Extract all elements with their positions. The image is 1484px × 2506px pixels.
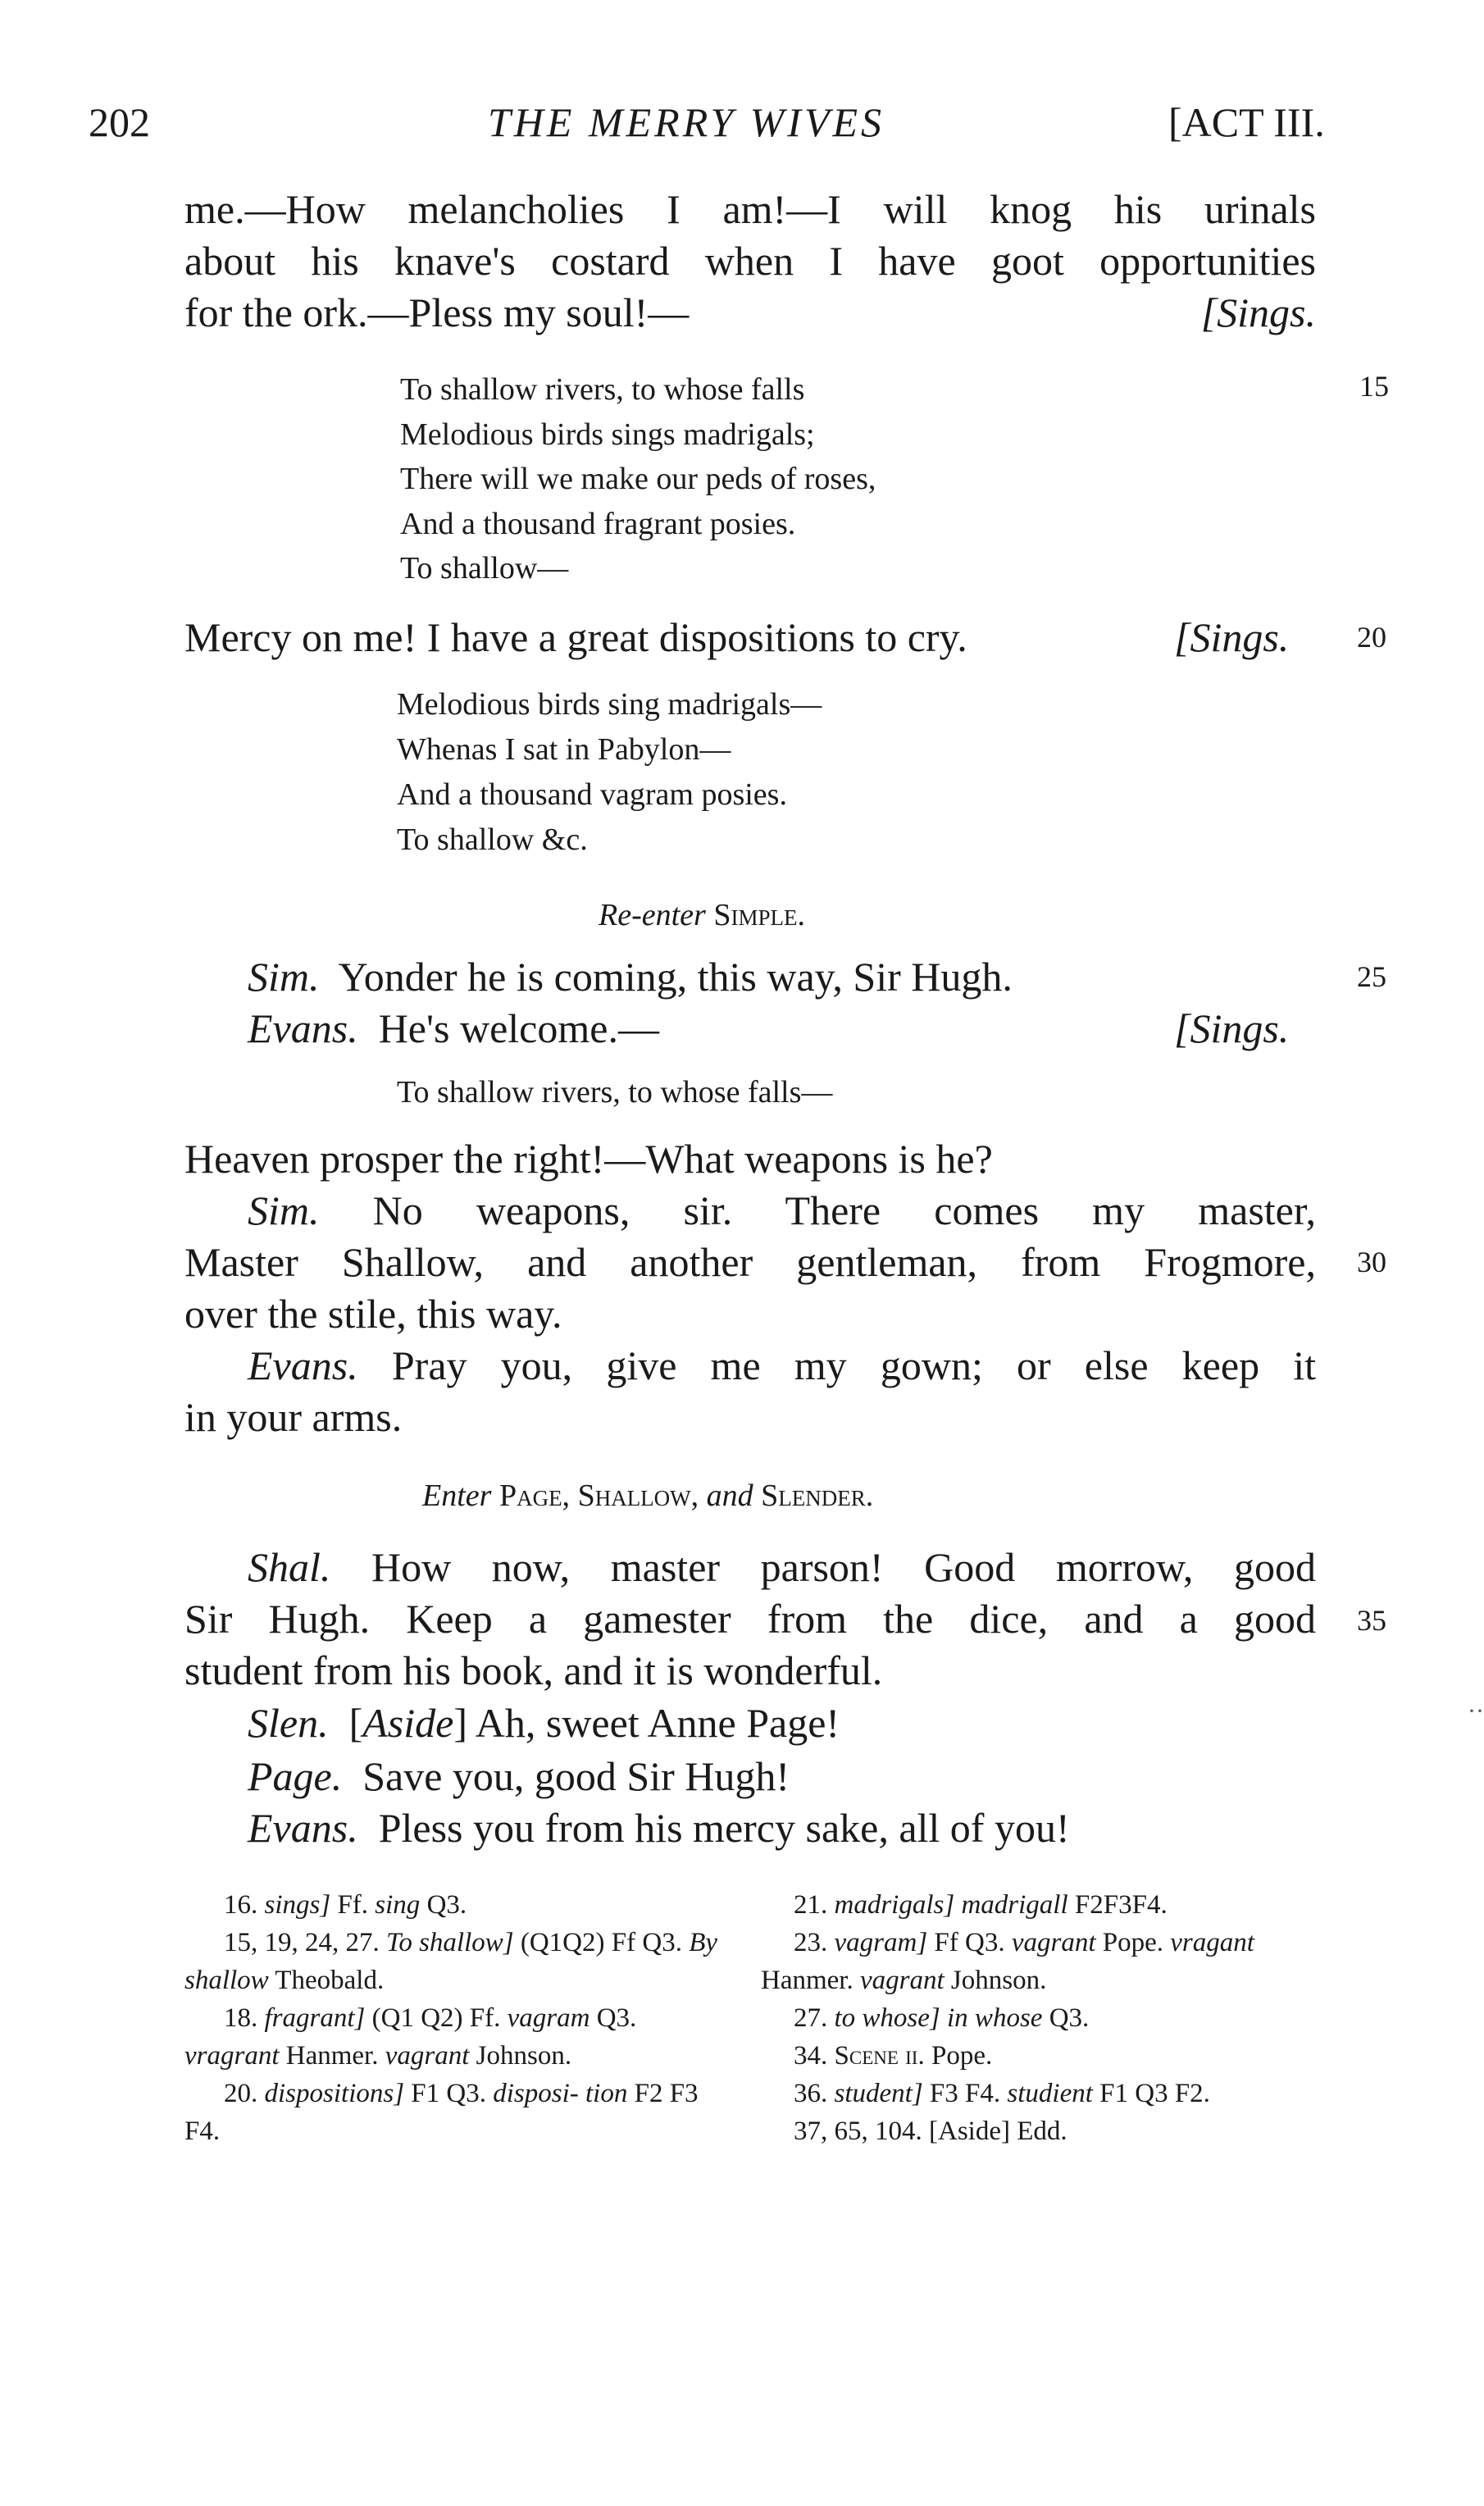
verse-line: To shallow &c.: [397, 822, 588, 857]
prose-line: Mercy on me! I have a great dispositions to cry.: [184, 614, 967, 660]
footnote-fragment: Theobald.: [275, 1966, 385, 1995]
footnote: [184, 1999, 726, 2075]
footnote-fragment: Ff.: [337, 1890, 369, 1920]
prose-line: Heaven prosper the right!—What weapons is he?: [184, 1136, 993, 1182]
footnote-fragment: vragrant: [184, 2041, 280, 2071]
footnotes-left: [184, 1886, 726, 2150]
footnote-fragment: Hanmer.: [761, 1966, 854, 1995]
speech-text: Yonder he is coming, this way, Sir Hugh.: [338, 954, 1013, 1000]
speaker-name: Evans.: [248, 1805, 358, 1851]
footnote: [761, 2075, 1318, 2112]
footnote-fragment: F3 F4.: [929, 2079, 1001, 2108]
verse-line: And a thousand vagram posies.: [397, 777, 787, 812]
footnote-fragment: vagram: [507, 2003, 590, 2033]
footnote-fragment: [Aside]: [929, 2116, 1010, 2146]
line-number: 30: [1357, 1246, 1386, 1278]
footnote-fragment: vagrant: [1011, 1928, 1096, 1957]
footnote-fragment: sing: [375, 1890, 421, 1920]
prose-line: [184, 1542, 1316, 1593]
speech-text: Ah, sweet Anne Page!: [475, 1700, 840, 1746]
footnote-fragment: Q3 F2.: [1135, 2079, 1210, 2108]
stage-direction-verb: Enter: [422, 1479, 492, 1513]
footnote-fragment: Hanmer.: [285, 2041, 379, 2071]
footnote-fragment: in whose: [947, 2003, 1043, 2033]
footnote-fragment: Edd.: [1017, 2116, 1067, 2146]
verse-line: There will we make our peds of roses,: [400, 462, 876, 496]
footnote-fragment: 20.: [224, 2079, 258, 2108]
footnote-fragment: Pope.: [1102, 1928, 1164, 1957]
verse-line: And a thousand fragrant posies.: [400, 506, 796, 541]
footnote: [761, 2112, 1318, 2150]
footnote-fragment: dispositions]: [264, 2079, 405, 2108]
speech-text: Save you, good Sir Hugh!: [362, 1753, 790, 1799]
stage-direction-conjunction: and: [706, 1479, 753, 1513]
stage-direction-enter: [422, 1478, 873, 1514]
speech-text: How now, master parson! Good morrow, good: [371, 1544, 1317, 1590]
verse-line: Whenas I sat in Pabylon—: [397, 732, 731, 767]
footnote-fragment: 21.: [794, 1890, 828, 1920]
speech-slender: [248, 1697, 840, 1749]
verse-line: Melodious birds sing madrigals—: [397, 687, 822, 722]
stage-direction-sings: [Sings.: [1174, 1005, 1290, 1051]
prose-line: [184, 1185, 1316, 1237]
prose-line: about his knave's costard when I have goot opportunities: [184, 238, 1316, 284]
footnote-fragment: 27.: [794, 2003, 828, 2033]
footnote-fragment: By shallow: [184, 1928, 718, 1995]
speaker-name: Sim.: [248, 954, 320, 1000]
speech-evans-3: [248, 1802, 1070, 1854]
speech-sim-2: [184, 1185, 1316, 1340]
line-number: 15: [1359, 370, 1389, 403]
line-number: 25: [1357, 960, 1386, 993]
act-label: [ACT III.: [1168, 99, 1325, 145]
footnote-fragment: 16.: [224, 1890, 258, 1920]
footnote-fragment: Ff Q3.: [611, 1928, 682, 1957]
footnote: [761, 1999, 1318, 2037]
prose-text: for the ork.—Pless my soul!—: [184, 289, 690, 335]
line-number: 20: [1357, 621, 1386, 654]
verse-line: To shallow rivers, to whose falls—: [397, 1075, 833, 1109]
footnote: [761, 1924, 1318, 1999]
footnote-fragment: Pope.: [931, 2041, 993, 2071]
running-title: THE MERRY WIVES: [488, 99, 885, 145]
speech-evans-1: [248, 1003, 659, 1055]
footnote-fragment: vragant: [1170, 1928, 1254, 1957]
footnote-fragment: Q3.: [426, 1890, 467, 1920]
stage-direction-reenter: [599, 897, 805, 933]
speech-text: He's welcome.—: [378, 1005, 659, 1051]
song-stanza-2: [397, 682, 822, 863]
speaker-name: Shal.: [248, 1544, 331, 1590]
footnote-fragment: Q3.: [1049, 2003, 1090, 2033]
footnote-fragment: vagrant: [385, 2041, 470, 2071]
footnote-fragment: student]: [834, 2079, 923, 2108]
prose-line: student from his book, and it is wonderful.: [184, 1647, 883, 1693]
speech-page: [248, 1751, 790, 1802]
footnote-fragment: F2 F3 F4.: [184, 2079, 699, 2146]
footnote-fragment: (Q1 Q2) Ff.: [371, 2003, 501, 2033]
footnote-fragment: 15, 19, 24, 27.: [224, 1928, 380, 1957]
character-name: Page,: [498, 1479, 571, 1513]
prose-line: over the stile, this way.: [184, 1291, 562, 1337]
footnote-fragment: Johnson.: [476, 2041, 572, 2071]
footnote: [761, 2037, 1318, 2075]
footnote-fragment: 23.: [794, 1928, 828, 1957]
footnote-fragment: F2F3F4.: [1074, 1890, 1168, 1920]
footnote-fragment: Scene ii.: [834, 2041, 925, 2071]
footnote-fragment: Q3.: [596, 2003, 637, 2033]
character-name: Slender.: [761, 1479, 874, 1513]
footnote-fragment: 18.: [224, 2003, 258, 2033]
footnote: [761, 1886, 1318, 1924]
footnote-fragment: Ff Q3.: [934, 1928, 1005, 1957]
speech-text: Pray you, give me my gown; or else keep it: [391, 1342, 1317, 1388]
speaker-name: Page.: [248, 1753, 343, 1799]
footnote-fragment: to whose]: [834, 2003, 940, 2033]
prose-line: Master Shallow, and another gentleman, from Frogmore,: [184, 1239, 1316, 1285]
speaker-name: Evans.: [248, 1005, 358, 1051]
stage-direction-sings: [Sings.: [1174, 614, 1290, 660]
speaker-name: Slen.: [248, 1700, 329, 1746]
speech-text: Pless you from his mercy sake, all of you!: [378, 1805, 1070, 1851]
prose-line: [184, 1340, 1316, 1392]
footnote-fragment: madrigals]: [834, 1890, 955, 1920]
speaker-name: Sim.: [248, 1187, 320, 1233]
character-name: Shallow,: [577, 1479, 699, 1513]
speech-evans-2: [184, 1340, 1316, 1443]
prose-line: [184, 287, 1316, 339]
footnote-fragment: F1 Q3.: [411, 2079, 486, 2108]
prose-line: me.—How melancholies I am!—I will knog his urinals: [184, 186, 1316, 232]
footnote-fragment: fragrant]: [264, 2003, 366, 2033]
footnote-fragment: vagram]: [834, 1928, 928, 1957]
footnote: [184, 1886, 726, 1924]
prose-line: in your arms.: [184, 1394, 403, 1440]
margin-mark: ··: [1468, 1697, 1484, 1725]
footnote-fragment: disposi-: [493, 2079, 579, 2108]
line-number: 35: [1357, 1604, 1386, 1637]
speech-sim-1: [248, 951, 1013, 1003]
footnote-fragment: Johnson.: [950, 1966, 1047, 1995]
footnote-fragment: (Q1Q2): [520, 1928, 605, 1957]
opening-speech: [184, 184, 1316, 339]
footnote: [184, 2075, 726, 2150]
footnote-fragment: To shallow]: [386, 1928, 514, 1957]
stage-direction-verb: Re-enter: [599, 898, 706, 932]
song-stanza-1: [400, 367, 876, 591]
footnote-fragment: studient: [1007, 2079, 1093, 2108]
page-number: 202: [89, 99, 150, 145]
footnote: [184, 1924, 726, 1999]
footnote-fragment: 34.: [794, 2041, 828, 2071]
prose-line: Sir Hugh. Keep a gamester from the dice, and a good: [184, 1596, 1316, 1642]
character-name: Simple.: [713, 898, 805, 932]
verse-line: Melodious birds sings madrigals;: [400, 417, 815, 452]
footnote-fragment: sings]: [264, 1890, 331, 1920]
aside-direction: [Aside]: [348, 1700, 467, 1746]
verse-line: To shallow rivers, to whose falls: [400, 372, 805, 407]
footnote-fragment: 36.: [794, 2079, 828, 2108]
speaker-name: Evans.: [248, 1342, 358, 1388]
footnote-fragment: vagrant: [859, 1966, 945, 1995]
speech-shallow: [184, 1542, 1316, 1697]
speech-text: No weapons, sir. There comes my master,: [372, 1187, 1317, 1233]
footnote-fragment: madrigall: [961, 1890, 1068, 1920]
footnote-fragment: tion: [585, 2079, 628, 2108]
footnotes-right: [761, 1886, 1318, 2150]
footnote-fragment: F1: [1099, 2079, 1128, 2108]
stage-direction-sings: [Sings.: [1200, 289, 1316, 335]
verse-line: To shallow—: [400, 551, 569, 585]
footnote-fragment: 37, 65, 104.: [794, 2116, 922, 2146]
aside-label: Aside: [362, 1700, 454, 1746]
